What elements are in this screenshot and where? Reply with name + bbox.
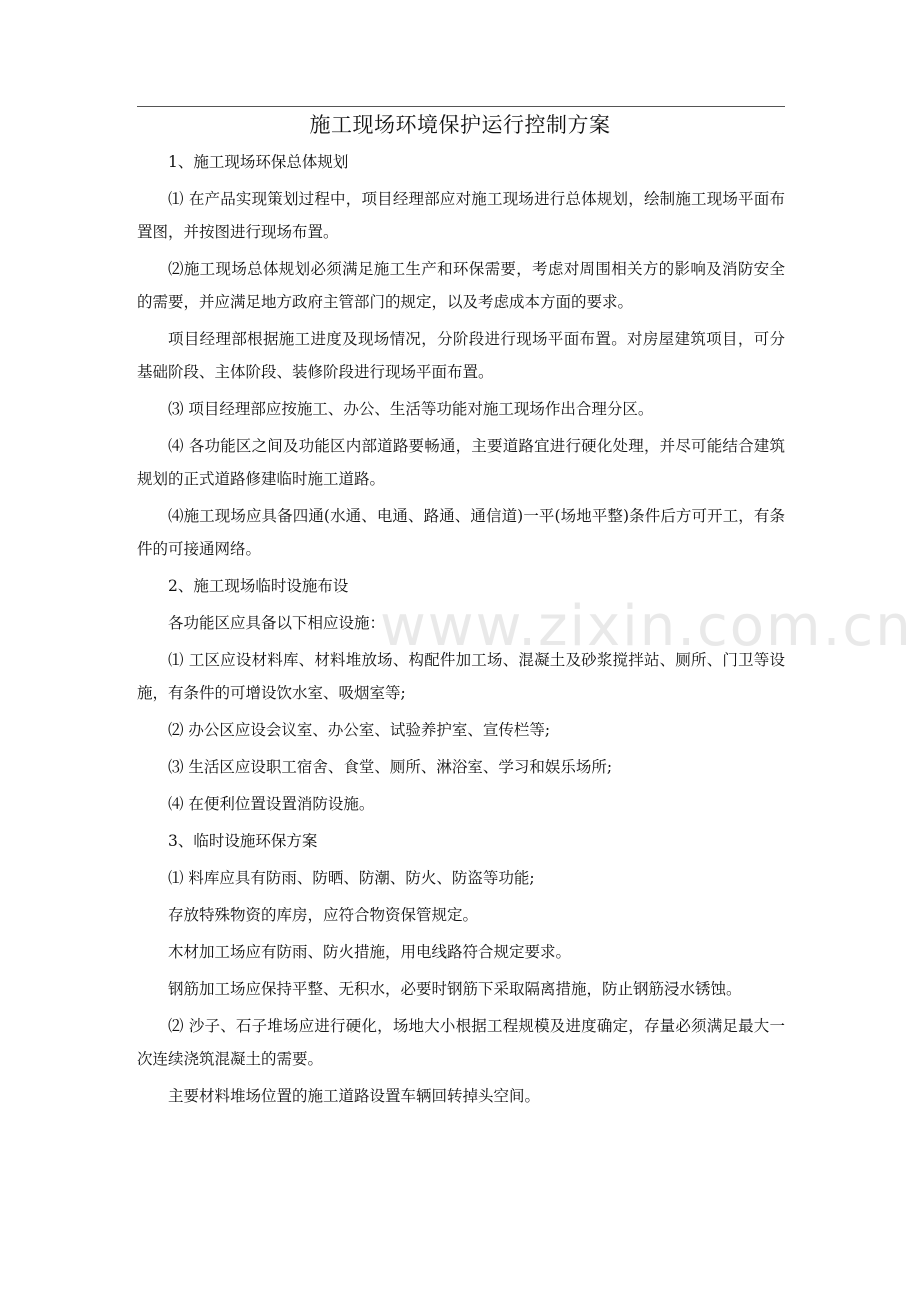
- document-title: 施工现场环境保护运行控制方案: [309, 113, 611, 137]
- paragraph: 钢筋加工场应保持平整、无积水，必要时钢筋下采取隔离措施，防止钢筋浸水锈蚀。: [168, 980, 742, 998]
- paragraph: ⑴ 工区应设材料库、材料堆放场、构配件加工场、混凝土及砂浆搅拌站、厕所、门卫等设施，有条件的可增设饮水室、吸烟室等;: [137, 651, 785, 702]
- paragraph: ⑴ 料库应具有防雨、防晒、防潮、防火、防盗等功能;: [168, 869, 535, 887]
- watermark: www.zixin.com.cn: [380, 594, 913, 659]
- header-rule: [137, 106, 785, 107]
- paragraph: ⑶ 项目经理部应按施工、办公、生活等功能对施工现场作出合理分区。: [168, 400, 654, 418]
- document-body: [137, 146, 785, 1117]
- paragraph: 各功能区应具备以下相应设施：: [168, 614, 386, 632]
- paragraph: ⑷ 在便利位置设置消防设施。: [168, 795, 375, 813]
- section-heading-1: 1、施工现场环保总体规划: [168, 153, 349, 171]
- paragraph: ⑵施工现场总体规划必须满足施工生产和环保需要，考虑对周围相关方的影响及消防安全的需要，并应满足地方政府主管部门的规定，以及考虑成本方面的要求。: [137, 260, 785, 311]
- paragraph: 项目经理部根据施工进度及现场情况，分阶段进行现场平面布置。对房屋建筑项目，可分基础阶段、主体阶段、装修阶段进行现场平面布置。: [137, 330, 785, 381]
- paragraph: 木材加工场应有防雨、防火措施，用电线路符合规定要求。: [168, 943, 572, 961]
- section-heading-2: 2、施工现场临时设施布设: [168, 577, 349, 595]
- paragraph: ⑷ 各功能区之间及功能区内部道路要畅通，主要道路宜进行硬化处理，并尽可能结合建筑规划的正式道路修建临时施工道路。: [137, 437, 785, 488]
- paragraph: 存放特殊物资的库房，应符合物资保管规定。: [168, 906, 479, 924]
- paragraph: ⑴ 在产品实现策划过程中，项目经理部应对施工现场进行总体规划，绘制施工现场平面布置图，并按图进行现场布置。: [137, 190, 785, 241]
- paragraph: ⑵ 办公区应设会议室、办公室、试验养护室、宣传栏等;: [168, 721, 551, 739]
- paragraph: ⑷施工现场应具备四通(水通、电通、路通、通信道)一平(场地平整)条件后方可开工，有条件的可接通网络。: [137, 507, 785, 558]
- paragraph: 主要材料堆场位置的施工道路设置车辆回转掉头空间。: [168, 1087, 541, 1105]
- section-heading-3: 3、临时设施环保方案: [168, 832, 318, 850]
- paragraph: ⑶ 生活区应设职工宿舍、食堂、厕所、淋浴室、学习和娱乐场所;: [168, 758, 613, 776]
- paragraph: ⑵ 沙子、石子堆场应进行硬化，场地大小根据工程规模及进度确定，存量必须满足最大一次连续浇筑混凝土的需要。: [137, 1017, 785, 1068]
